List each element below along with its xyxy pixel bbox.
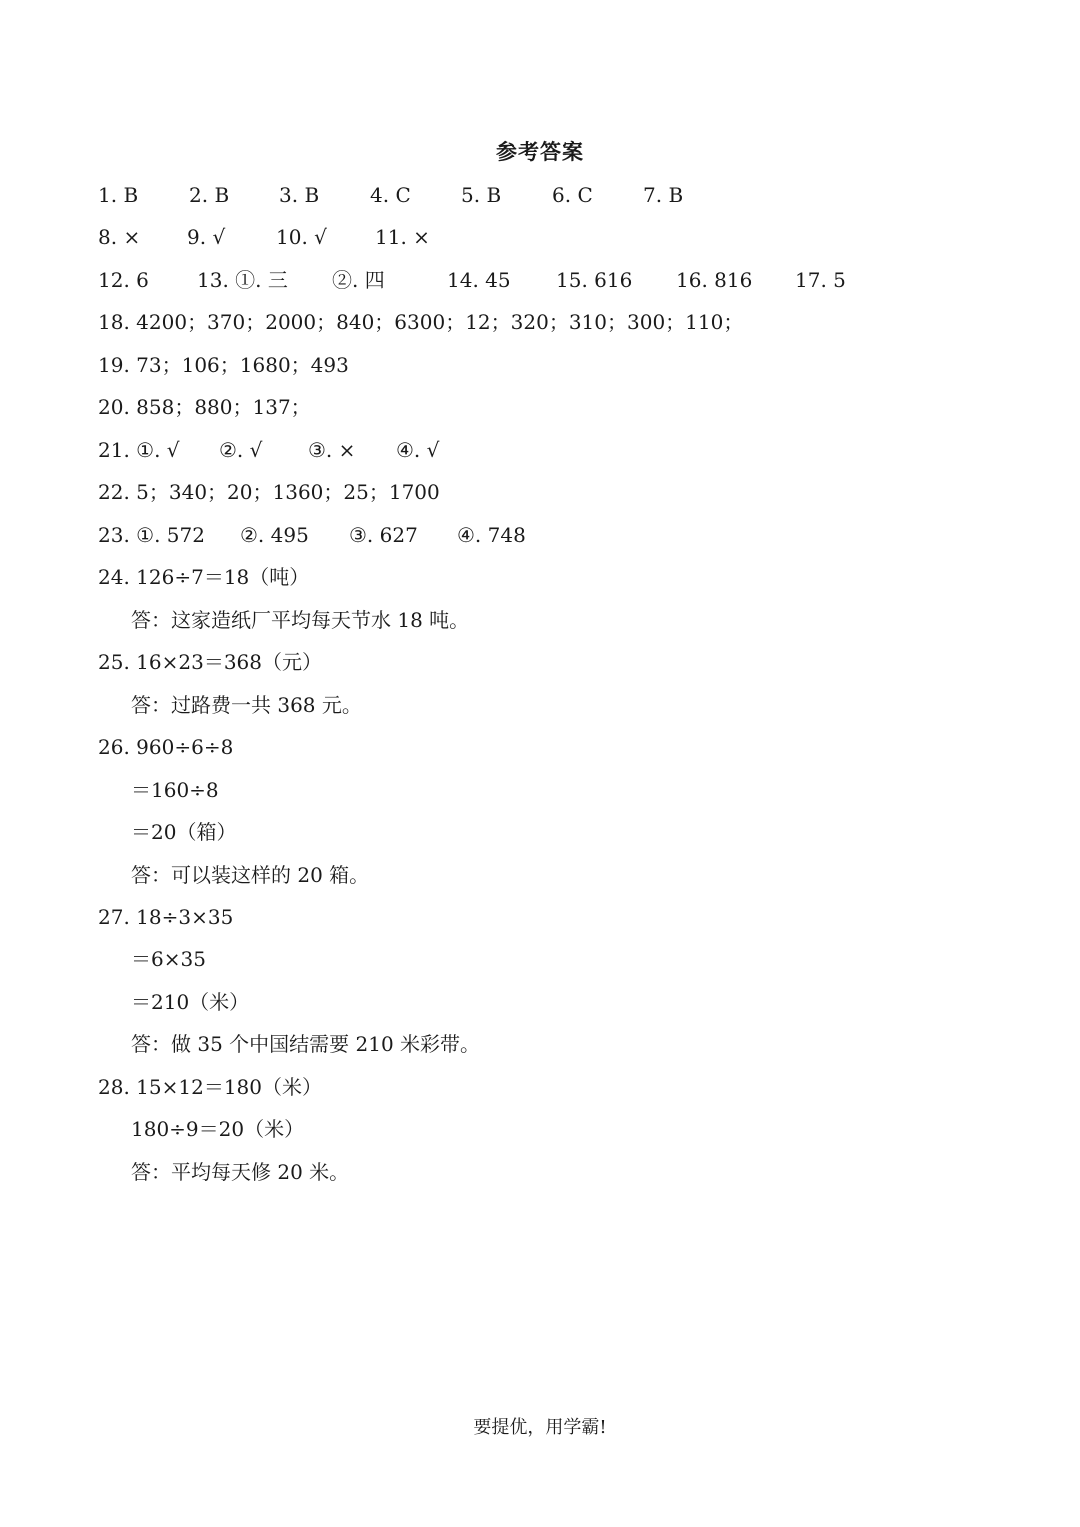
answer-12: 12. 6 xyxy=(98,268,149,292)
answer-26-reply: 答：可以装这样的 20 箱。 xyxy=(131,863,370,887)
answer-13-1: 13. ①. 三 xyxy=(197,268,288,292)
answer-15: 15. 616 xyxy=(556,268,633,292)
answer-13-2: ②. 四 xyxy=(332,268,385,292)
answer-19: 19. 73；106；1680；493 xyxy=(98,353,349,377)
answer-5: 5. B xyxy=(461,183,502,207)
page-title: 参考答案 xyxy=(496,139,584,164)
answer-16: 16. 816 xyxy=(676,268,753,292)
answer-4: 4. C xyxy=(370,183,411,207)
answer-21-3: ③. × xyxy=(308,438,356,462)
answer-21-2: ②. √ xyxy=(219,438,263,462)
answer-24-reply: 答：这家造纸厂平均每天节水 18 吨。 xyxy=(131,608,470,632)
answer-11: 11. × xyxy=(375,225,430,249)
answer-22: 22. 5；340；20；1360；25；1700 xyxy=(98,480,440,504)
answer-27-equation: 27. 18÷3×35 xyxy=(98,905,234,929)
answer-7: 7. B xyxy=(643,183,684,207)
answer-20: 20. 858；880；137； xyxy=(98,395,311,419)
answer-25-equation: 25. 16×23＝368（元） xyxy=(98,650,322,674)
answer-28-equation: 28. 15×12＝180（米） xyxy=(98,1075,322,1099)
answer-23-3: ③. 627 xyxy=(349,523,418,547)
answer-9: 9. √ xyxy=(187,225,226,249)
answer-24-equation: 24. 126÷7＝18（吨） xyxy=(98,565,310,589)
answer-27-step-2: ＝210（米） xyxy=(131,990,250,1014)
answer-14: 14. 45 xyxy=(447,268,511,292)
answer-23-4: ④. 748 xyxy=(457,523,526,547)
answer-27-step-1: ＝6×35 xyxy=(131,947,206,971)
page-footer: 要提优，用学霸! xyxy=(473,1417,607,1438)
answer-28-step-1: 180÷9＝20（米） xyxy=(131,1117,305,1141)
answer-10: 10. √ xyxy=(276,225,327,249)
answer-21-4: ④. √ xyxy=(396,438,440,462)
answer-26-equation: 26. 960÷6÷8 xyxy=(98,735,234,759)
answer-2: 2. B xyxy=(189,183,230,207)
answer-26-step-1: ＝160÷8 xyxy=(131,778,219,802)
answer-3: 3. B xyxy=(279,183,320,207)
answer-18: 18. 4200；370；2000；840；6300；12；320；310；300；110； xyxy=(98,310,744,334)
answer-27-reply: 答：做 35 个中国结需要 210 米彩带。 xyxy=(131,1032,481,1056)
answer-6: 6. C xyxy=(552,183,593,207)
answer-23-1: 23. ①. 572 xyxy=(98,523,205,547)
answer-17: 17. 5 xyxy=(795,268,846,292)
answer-25-reply: 答：过路费一共 368 元。 xyxy=(131,693,362,717)
answer-1: 1. B xyxy=(98,183,139,207)
answer-21-1: 21. ①. √ xyxy=(98,438,180,462)
answer-26-step-2: ＝20（箱） xyxy=(131,820,237,844)
answer-8: 8. × xyxy=(98,225,141,249)
answer-28-reply: 答：平均每天修 20 米。 xyxy=(131,1160,350,1184)
answer-23-2: ②. 495 xyxy=(240,523,309,547)
